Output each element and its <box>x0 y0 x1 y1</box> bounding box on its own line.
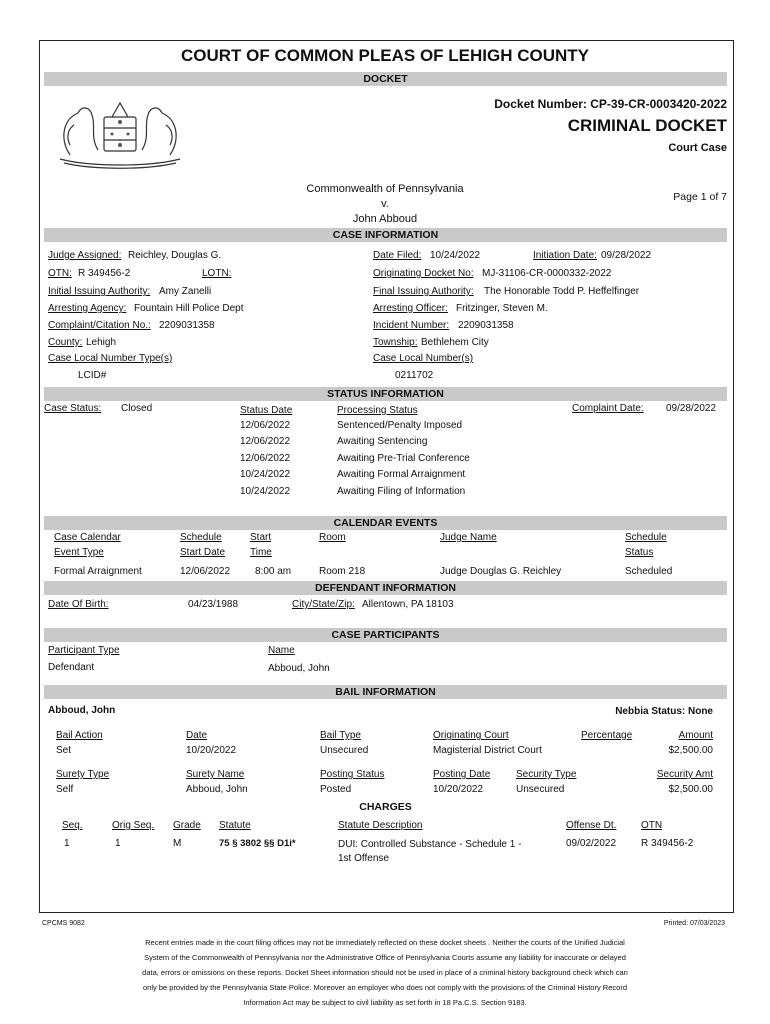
disclaimer-line: data, errors or omissions on these reports. Docket Sheet information should not be used in place of a criminal history background check which can <box>142 968 628 977</box>
pennsylvania-seal-icon <box>50 95 190 170</box>
final-issuing-label: Final Issuing Authority: <box>373 286 474 297</box>
security-amt-header: Security Amt <box>656 769 713 780</box>
participant-type: Defendant <box>48 662 95 673</box>
cal-header-status: Schedule <box>625 532 667 543</box>
local-type-label: Case Local Number Type(s) <box>48 353 173 364</box>
page-number: Page 1 of 7 <box>673 191 727 203</box>
orig-docket-value: MJ-31106-CR-0000332-2022 <box>482 268 612 279</box>
status-row-status: Sentenced/Penalty Imposed <box>337 420 463 431</box>
charge-otn-header: OTN <box>641 820 663 831</box>
orig-docket-label: Originating Docket No: <box>373 268 474 279</box>
cal-header-event: Event Type <box>54 547 104 558</box>
bail-court: Magisterial District Court <box>433 745 542 756</box>
bail-action: Set <box>56 745 72 756</box>
cal-date: 12/06/2022 <box>180 566 231 577</box>
case-status-label: Case Status: <box>44 403 102 414</box>
status-info-bar: STATUS INFORMATION <box>44 387 727 401</box>
cal-header-event: Case Calendar <box>54 532 121 543</box>
charge-offense-date-header: Offense Dt. <box>566 820 617 831</box>
local-num-label: Case Local Number(s) <box>373 353 474 364</box>
city-state-zip-label: City/State/Zip: <box>292 599 355 610</box>
cal-judge: Judge Douglas G. Reichley <box>440 566 562 577</box>
bail-amount: $2,500.00 <box>668 745 713 756</box>
processing-status-header: Processing Status <box>337 405 418 416</box>
charge-seq: 1 <box>64 838 70 849</box>
charge-orig-seq: 1 <box>115 838 121 849</box>
dob-label: Date Of Birth: <box>48 599 109 610</box>
complaint-date-value: 09/28/2022 <box>666 403 717 414</box>
cal-header-schedule: Schedule <box>180 532 222 543</box>
charge-statute-header: Statute <box>219 820 251 831</box>
initiation-value: 09/28/2022 <box>601 250 652 261</box>
otn-label: OTN: <box>48 268 72 279</box>
surety-name-header: Surety Name <box>186 769 245 780</box>
initiation-label: Initiation Date: <box>533 250 597 261</box>
docket-bar: DOCKET <box>44 72 727 86</box>
lotn-label: LOTN: <box>202 268 232 279</box>
defendant-bar: DEFENDANT INFORMATION <box>44 581 727 595</box>
participant-name: Abboud, John <box>268 663 330 674</box>
docket-number: Docket Number: CP-39-CR-0003420-2022 <box>494 97 727 111</box>
city-state-zip-value: Allentown, PA 18103 <box>362 599 454 610</box>
status-row-date: 10/24/2022 <box>240 486 291 497</box>
township-label: Township: <box>373 337 418 348</box>
status-row-date: 12/06/2022 <box>240 453 291 464</box>
status-row-date: 12/06/2022 <box>240 420 291 431</box>
judge-value: Reichley, Douglas G. <box>128 250 222 261</box>
cal-status: Scheduled <box>625 566 673 577</box>
local-num-value: 0211702 <box>395 370 434 381</box>
bail-court-header: Originating Court <box>433 730 509 741</box>
charge-description-line1: DUI: Controlled Substance - Schedule 1 - <box>338 839 522 850</box>
local-type-value: LCID# <box>78 370 107 381</box>
township-value: Bethlehem City <box>421 337 489 348</box>
final-issuing-value: The Honorable Todd P. Heffelfinger <box>484 286 640 297</box>
arresting-officer-label: Arresting Officer: <box>373 303 448 314</box>
posting-date: 10/20/2022 <box>433 784 484 795</box>
judge-label: Judge Assigned: <box>48 250 122 261</box>
incident-label: Incident Number: <box>373 320 450 331</box>
status-row-status: Awaiting Pre-Trial Conference <box>337 453 470 464</box>
status-row-status: Awaiting Sentencing <box>337 436 428 447</box>
security-type: Unsecured <box>516 784 565 795</box>
participant-type-header: Participant Type <box>48 645 120 656</box>
date-filed-value: 10/24/2022 <box>430 250 481 261</box>
caption-line3: John Abboud <box>352 213 418 225</box>
bail-amount-header: Amount <box>678 730 713 741</box>
cal-header-status: Status <box>625 547 654 558</box>
bail-date: 10/20/2022 <box>186 745 237 756</box>
case-info-bar: CASE INFORMATION <box>44 228 727 242</box>
case-status-value: Closed <box>121 403 153 414</box>
bail-percentage-header: Percentage <box>581 730 633 741</box>
dob-value: 04/23/1988 <box>188 599 239 610</box>
case-kind: Court Case <box>668 142 727 154</box>
charge-description-line2: 1st Offense <box>338 853 389 864</box>
disclaimer-line: System of the Commonwealth of Pennsylvania nor the Administrative Office of Pennsylvania Courts assume any liability for inaccurate or delayed <box>144 953 626 962</box>
bail-type: Unsecured <box>320 745 369 756</box>
caption-line1: Commonwealth of Pennsylvania <box>306 183 464 195</box>
incident-value: 2209031358 <box>458 320 514 331</box>
disclaimer-line: only be provided by the Pennsylvania State Police. Moreover an employer who does not comply with the provisions of the Criminal History Record <box>143 983 627 992</box>
charge-grade: M <box>173 838 182 849</box>
charge-description-header: Statute Description <box>338 820 423 831</box>
nebbia-status: Nebbia Status: None <box>615 706 713 717</box>
status-row-date: 10/24/2022 <box>240 469 291 480</box>
bail-type-header: Bail Type <box>320 730 361 741</box>
bail-bar: BAIL INFORMATION <box>44 685 727 699</box>
cal-event: Formal Arraignment <box>54 566 142 577</box>
arresting-agency-label: Arresting Agency: <box>48 303 127 314</box>
bail-action-header: Bail Action <box>56 730 103 741</box>
complaint-label: Complaint/Citation No.: <box>48 320 151 331</box>
participant-name-header: Name <box>268 645 295 656</box>
init-issuing-value: Amy Zanelli <box>159 286 212 297</box>
disclaimer-line: Information Act may be subject to civil liability as set forth in 18 Pa.C.S. Section 9183. <box>243 998 527 1007</box>
calendar-bar: CALENDAR EVENTS <box>44 516 727 530</box>
charge-offense-date: 09/02/2022 <box>566 838 617 849</box>
arresting-officer-value: Fritzinger, Steven M. <box>456 303 548 314</box>
posting-date-header: Posting Date <box>433 769 491 780</box>
county-label: County: <box>48 337 83 348</box>
cal-header-start: Start <box>250 532 272 543</box>
surety-type-header: Surety Type <box>56 769 110 780</box>
cal-header-start: Time <box>250 547 272 558</box>
charge-orig-seq-header: Orig Seq. <box>112 820 155 831</box>
bail-person: Abboud, John <box>48 705 116 716</box>
court-title: COURT OF COMMON PLEAS OF LEHIGH COUNTY <box>181 46 589 65</box>
cal-time: 8:00 am <box>255 566 292 577</box>
charge-otn: R 349456-2 <box>641 838 694 849</box>
otn-value: R 349456-2 <box>78 268 131 279</box>
security-amt: $2,500.00 <box>668 784 713 795</box>
date-filed-label: Date Filed: <box>373 250 422 261</box>
status-row-date: 12/06/2022 <box>240 436 291 447</box>
cal-header-schedule: Start Date <box>180 547 226 558</box>
docket-type: CRIMINAL DOCKET <box>567 116 727 135</box>
arresting-agency-value: Fountain Hill Police Dept <box>134 303 244 314</box>
cal-header-room: Room <box>319 532 346 543</box>
cal-header-judge: Judge Name <box>440 532 497 543</box>
printed-date: Printed: 07/03/2023 <box>663 920 725 927</box>
complaint-value: 2209031358 <box>159 320 215 331</box>
complaint-date-label: Complaint Date: <box>572 403 644 414</box>
disclaimer-line: Recent entries made in the court filing offices may not be immediately reflected on these docket sheets . Neither the courts of the Unified Judicial <box>145 938 625 947</box>
surety-name: Abboud, John <box>186 784 248 795</box>
county-value: Lehigh <box>86 337 117 348</box>
charges-title: CHARGES <box>359 801 412 813</box>
participants-bar: CASE PARTICIPANTS <box>44 628 727 642</box>
status-date-header: Status Date <box>240 405 293 416</box>
bail-date-header: Date <box>186 730 208 741</box>
charge-grade-header: Grade <box>173 820 201 831</box>
cal-room: Room 218 <box>319 566 366 577</box>
status-row-status: Awaiting Formal Arraignment <box>337 469 466 480</box>
form-number: CPCMS 9082 <box>42 920 85 927</box>
caption-line2: v. <box>381 198 389 210</box>
charge-statute: 75 § 3802 §§ D1i* <box>219 838 296 849</box>
surety-type: Self <box>56 784 74 795</box>
status-row-status: Awaiting Filing of Information <box>337 486 466 497</box>
init-issuing-label: Initial Issuing Authority: <box>48 286 151 297</box>
security-type-header: Security Type <box>516 769 577 780</box>
posting-status-header: Posting Status <box>320 769 385 780</box>
charge-seq-header: Seq. <box>62 820 83 831</box>
posting-status: Posted <box>320 784 352 795</box>
